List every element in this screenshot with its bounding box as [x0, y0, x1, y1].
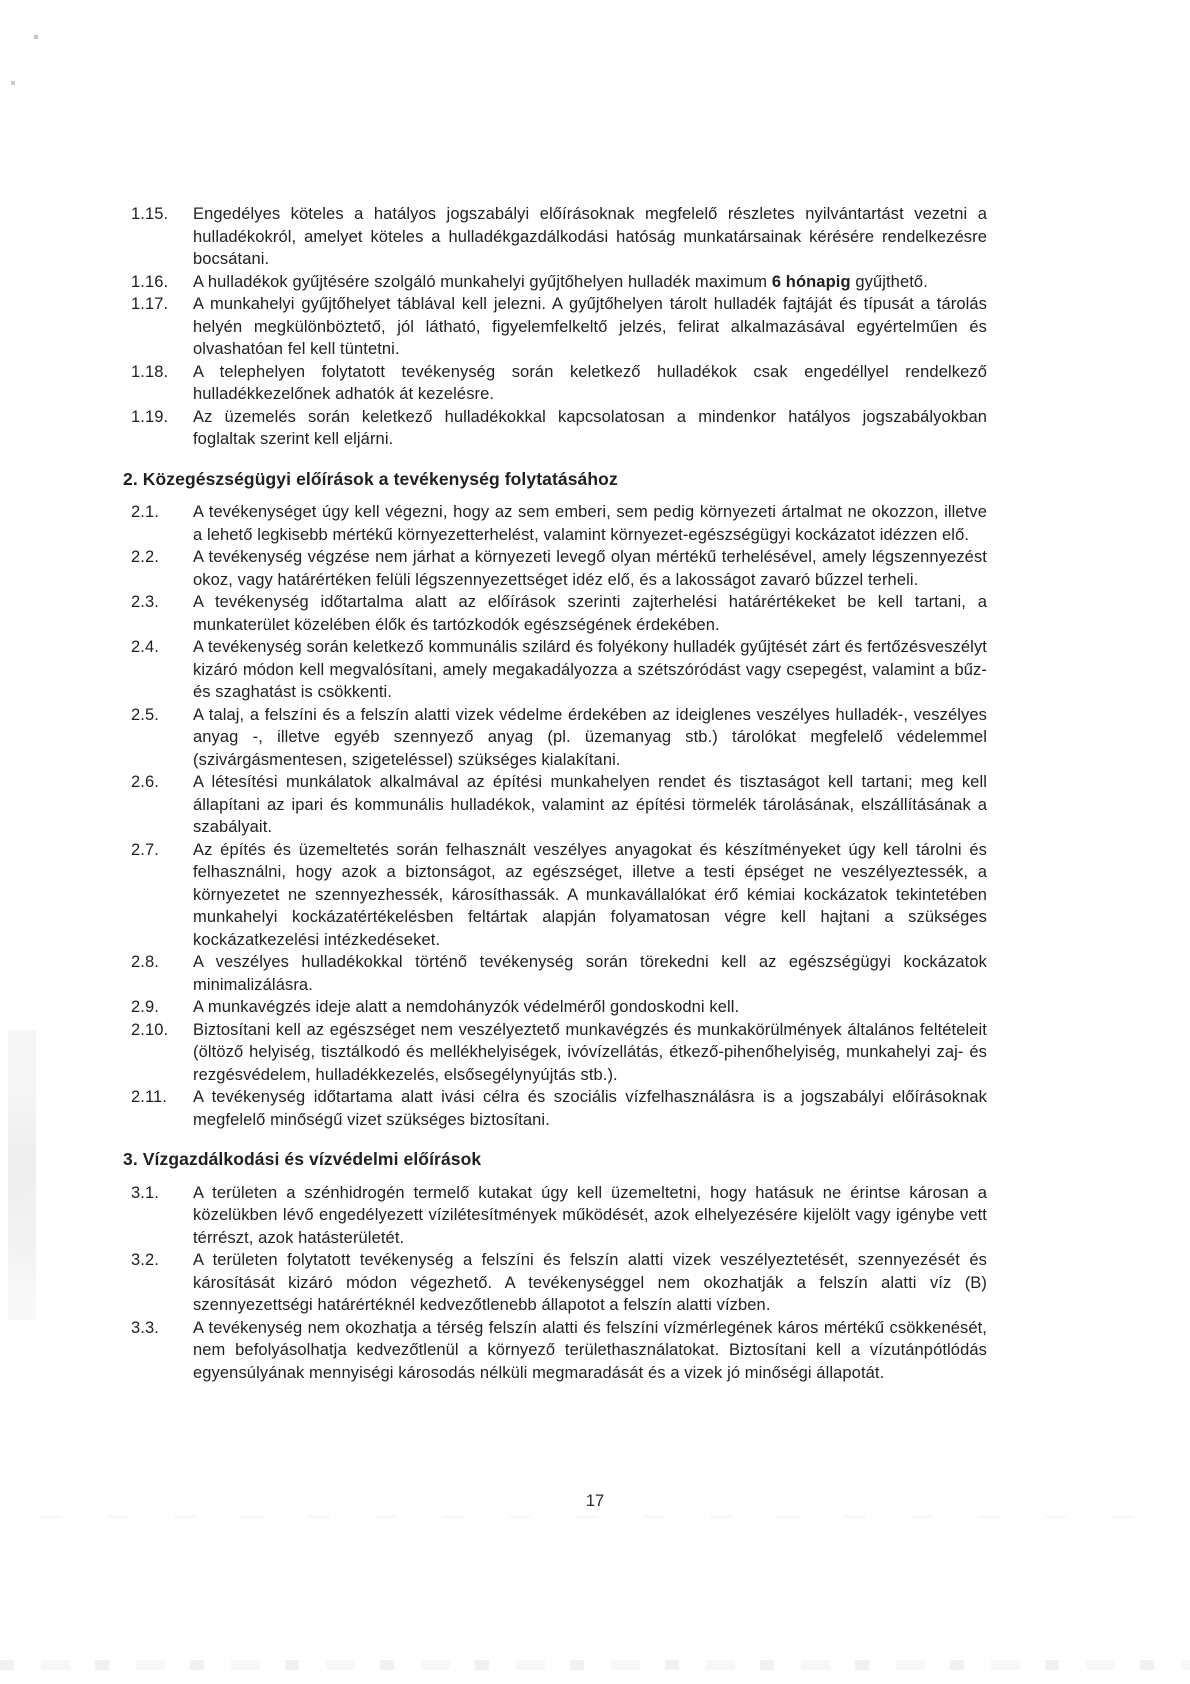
page-number: 17: [585, 1492, 605, 1510]
item-number: 2.5.: [131, 705, 159, 724]
document-body: [123, 203, 987, 1384]
item-text: A tevékenység során keletkező kommunális szilárd és folyékony hulladék gyűjtését zárt és fertőzésveszélyt kizáró módon kell megvalósítani, amely megakadályozza a szétszóródást vagy csepegést, valamint a bűz- és szaghatást is csökkenti.: [193, 638, 987, 701]
item-number: 2.8.: [131, 953, 159, 971]
item-text: A területen a szénhidrogén termelő kutakat úgy kell üzemeltetni, hogy hatásuk ne érintse károsan a közelükben lévő engedélyezett vízilétesítmények működését, azok elhelyezésére kijelölt vagy igénybe vett térrészt, azok hatásterületét.: [193, 1183, 987, 1247]
item-number: 2.2.: [131, 548, 159, 566]
list-item: [131, 996, 987, 1019]
item-text: A tevékenység végzése nem járhat a környezeti levegő olyan mértékű terhelésével, amely légszennyezést okoz, vagy határértéken felüli légszennyezettséget idéz elő, és a lakosságot zavaró bűzzel terheli.: [193, 548, 987, 589]
scan-artifact-bottom: [0, 1660, 1190, 1670]
item-number: 2.11.: [131, 1088, 167, 1106]
item-number: 2.3.: [131, 593, 159, 611]
item-number: 2.10.: [131, 1020, 169, 1039]
item-text: A munkavégzés ideje alatt a nemdohányzók védelméről gondoskodni kell.: [193, 998, 740, 1016]
list-item: [131, 1086, 987, 1131]
item-number: 2.9.: [131, 998, 159, 1016]
item-text: A tevékenység nem okozhatja a térség felszín alatti és felszíni vízmérlegének káros mértékű csökkenését, nem befolyásolhatja kedvezőtlenül a környező területhasználatokat. Biztosítani kell a vízutánpótlódás egyensúlyának mennyiségi károsodás nélküli megmaradását és a vizek jó minőségi állapotát.: [193, 1318, 987, 1382]
item-number: 2.1.: [131, 503, 159, 521]
item-text: A területen folytatott tevékenység a felszíni és felszín alatti vizek veszélyeztetését, szennyezését és károsítását kizáró módon végezhető. A tevékenységgel nem okozhatják a felszín alatti víz (B) szennyezettségi határértéknél kedvezőtlenebb állapotot a felszín alatti vízben.: [193, 1251, 987, 1314]
item-number: 1.16.: [131, 272, 169, 291]
list-item: [131, 839, 987, 952]
item-text: A telephelyen folytatott tevékenység során keletkező hulladékok csak engedéllyel rendelkező hulladékkezelőnek adhatók át kezelésre.: [193, 362, 987, 403]
list-item: [131, 546, 987, 591]
list-item: [131, 636, 987, 704]
item-text: A hulladékok gyűjtésére szolgáló munkahelyi gyűjtőhelyen hulladék maximum 6 hónapig gyűjthető.: [193, 272, 928, 291]
item-number: 1.19.: [131, 407, 169, 426]
item-number: 1.15.: [131, 205, 169, 223]
item-number: 2.4.: [131, 638, 159, 656]
list-item: [131, 704, 987, 772]
section-heading: 3. Vízgazdálkodási és vízvédelmi előírások: [123, 1149, 482, 1169]
list-item: [131, 271, 987, 294]
item-number: 2.7.: [131, 840, 159, 859]
item-number: 3.3.: [131, 1318, 159, 1337]
item-text: A munkahelyi gyűjtőhelyet táblával kell jelezni. A gyűjtőhelyen tárolt hulladék fajtáját és típusát a tárolás helyén megkülönböztető, jól látható, figyelemfelkeltő jelzés, felirat alkalmazásával egyértelműen és olvashatóan fel kell tüntetni.: [193, 295, 987, 358]
item-number: 1.18.: [131, 362, 169, 381]
item-number: 2.6.: [131, 773, 159, 791]
item-number: 3.1.: [131, 1183, 159, 1202]
item-text: A talaj, a felszíni és a felszín alatti vizek védelme érdekében az ideiglenes veszélyes hulladék-, veszélyes anyag -, illetve egyéb szennyező anyag (pl. üzemanyag stb.) tárolókat megfelelő védelemmel (szivárgásmentesen, szigeteléssel) szükséges kialakítani.: [193, 705, 987, 769]
item-number: 1.17.: [131, 295, 169, 313]
scan-speck-artifacts: [0, 0, 2, 2]
item-text: A tevékenységet úgy kell végezni, hogy az sem emberi, sem pedig környezeti ártalmat ne okozzon, illetve a lehető legkisebb mértékű környezetterhelést, valamint környezet-egészségügyi kockázatot idézzen elő.: [193, 503, 987, 544]
item-number: 3.2.: [131, 1251, 159, 1269]
item-text: A tevékenység időtartalma alatt az előírások szerinti zajterhelési határértékeket be kell tartani, a munkaterület közelében élők és tartózkodók egészségének érdekében.: [193, 593, 987, 634]
list-item: [131, 501, 987, 546]
list-item: [131, 361, 987, 406]
list-item: [131, 1317, 987, 1385]
item-text: Az üzemelés során keletkező hulladékokkal kapcsolatosan a mindenkor hatályos jogszabályokban foglaltak szerint kell eljárni.: [193, 407, 987, 448]
list-item: [131, 1019, 987, 1087]
section-heading: 2. Közegészségügyi előírások a tevékenység folytatásához: [123, 468, 618, 489]
item-text: Engedélyes köteles a hatályos jogszabályi előírásoknak megfelelő részletes nyilvántartást vezetni a hulladékokról, amelyet köteles a hulladékgazdálkodási hatóság munkatársainak kérésére rendelkezésre bocsátani.: [193, 205, 987, 268]
item-text: A veszélyes hulladékokkal történő tevékenység során törekedni kell az egészségügyi kockázatok minimalizálásra.: [193, 953, 987, 994]
item-text: Biztosítani kell az egészséget nem veszélyeztető munkavégzés és munkakörülmények általános feltételeit (öltöző helyiség, tisztálkodó és mellékhelyiségek, ivóvízellátás, étkező-pihenőhelyiség, munkahelyi zaj- és rezgésvédelem, hulladékkezelés, elsősegélynyújtás stb.).: [193, 1020, 987, 1084]
list-item: [131, 1182, 987, 1250]
list-item: [131, 293, 987, 361]
item-text: Az építés és üzemeltetés során felhasznált veszélyes anyagokat és készítményeket úgy kell tárolni és felhasználni, hogy azok a biztonságot, az egészséget, illetve a testi épséget ne veszélyeztessék, a környezetet ne szennyezhessék, károsíthassák. A munkavállalókat érő kémiai kockázatok tekintetében munkahelyi kockázatértékelésben feltártak alapján folyamatosan végre kell hajtani a szükséges kockázatkezelési intézkedéseket.: [193, 840, 987, 949]
scan-artifact-left: [8, 1030, 36, 1320]
item-text: A tevékenység időtartama alatt ivási célra és szociális vízfelhasználásra is a jogszabályi előírásoknak megfelelő minőségű vizet szükséges biztosítani.: [193, 1088, 987, 1129]
list-item: [131, 771, 987, 839]
scan-artifact-midline: [40, 1515, 1140, 1519]
list-item: [131, 951, 987, 996]
list-item: [131, 591, 987, 636]
list-item: [131, 203, 987, 271]
list-item: [131, 1249, 987, 1317]
list-item: [131, 406, 987, 451]
item-text: A létesítési munkálatok alkalmával az építési munkahelyen rendet és tisztaságot kell tartani; meg kell állapítani az ipari és kommunális hulladékok, valamint az építési törmelék tárolásának, elszállításának a szabályait.: [193, 773, 987, 836]
